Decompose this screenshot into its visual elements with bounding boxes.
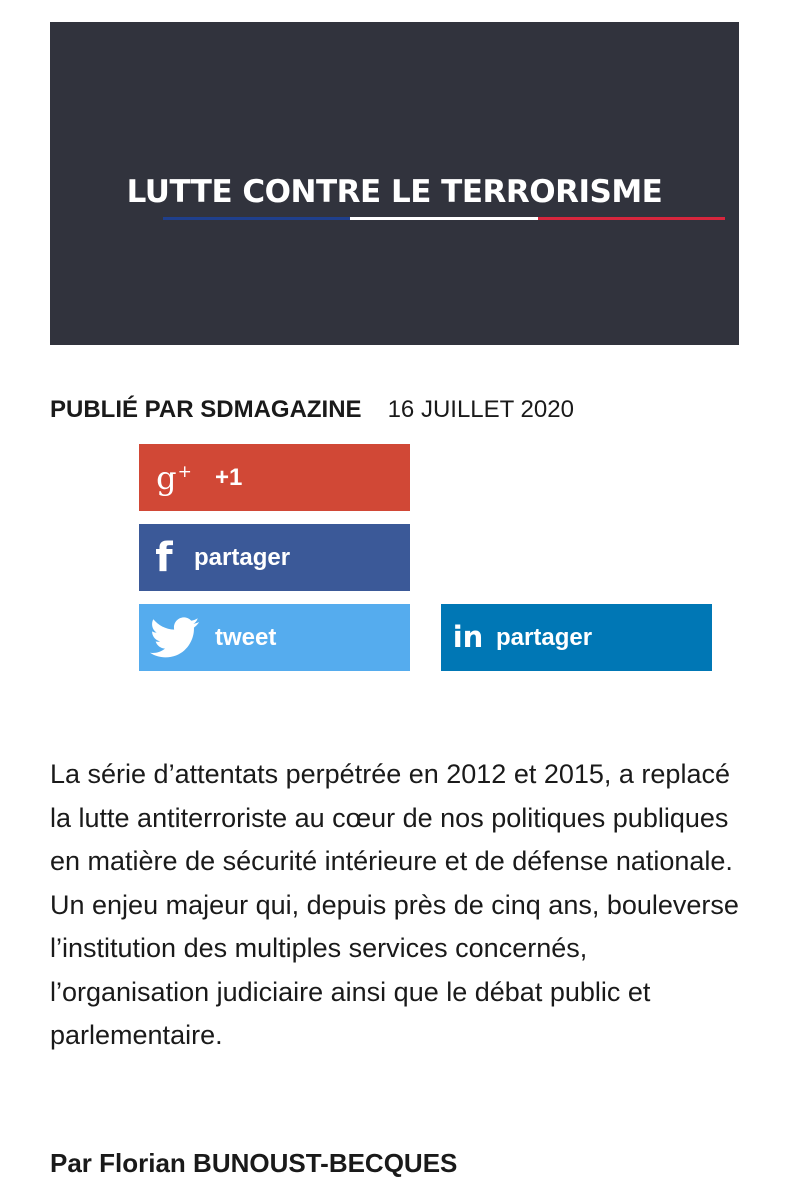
google-plus-icon: g+ — [156, 458, 192, 497]
twitter-share-button[interactable] — [139, 604, 410, 671]
google-plus-label: +1 — [215, 463, 243, 491]
banner-title: LUTTE CONTRE LE TERRORISME — [126, 174, 663, 210]
publish-date: 16 JUILLET 2020 — [387, 396, 574, 423]
facebook-label: partager — [194, 543, 291, 571]
article-byline: Par Florian BUNOUST-BECQUES — [50, 1148, 458, 1178]
stripe-blue — [163, 217, 350, 220]
article-paragraph: La série d’attentats perpétrée en 2012 et 2015, a replacé la lutte antiterroriste au cœur de nos politiques publiques en matière de sécurité intérieure et de défense nationale. Un enjeu majeur qui, depuis près de cinq ans, bouleverse l’institution des multiples services concernés, l’organisation judiciaire ainsi que le débat public et parlementaire. — [50, 759, 739, 1050]
article-meta — [50, 395, 574, 425]
facebook-share-button[interactable] — [139, 524, 410, 591]
facebook-icon: f — [155, 534, 173, 581]
article-banner — [50, 22, 739, 345]
linkedin-label: partager — [496, 623, 593, 651]
twitter-label: tweet — [215, 623, 277, 651]
google-plus-share-button[interactable] — [139, 444, 410, 511]
twitter-bird-icon — [149, 617, 201, 659]
linkedin-icon: in — [452, 620, 484, 654]
linkedin-share-button[interactable] — [441, 604, 712, 671]
author-label: PUBLIÉ PAR SDMAGAZINE — [50, 396, 362, 423]
tricolor-underline — [163, 217, 725, 220]
stripe-white — [350, 217, 537, 220]
stripe-red — [538, 217, 725, 220]
